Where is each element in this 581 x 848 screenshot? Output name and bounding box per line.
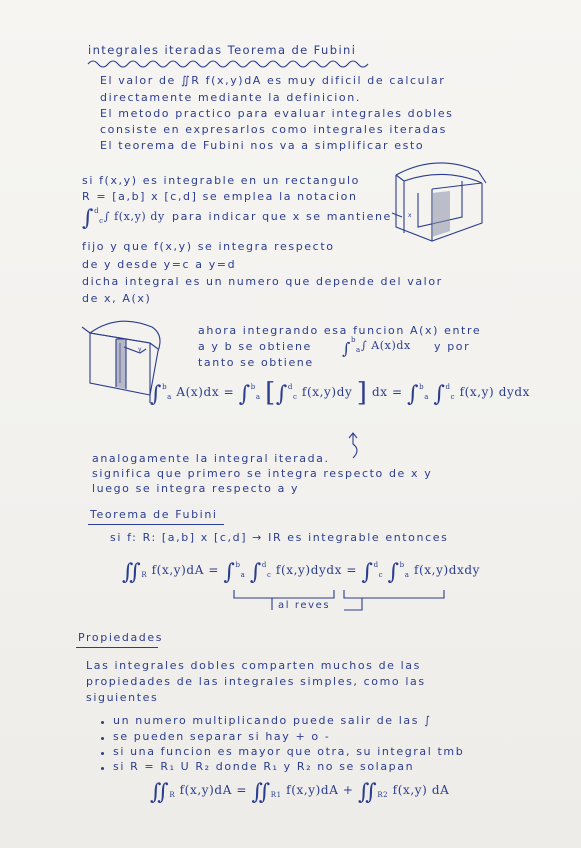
rect-line-1: si f(x,y) es integrable en un rectangulo: [82, 174, 360, 187]
integrate-line-4: tanto se obtiene: [198, 356, 314, 369]
properties-intro-1: Las integrales dobles comparten muchos de las: [86, 659, 421, 672]
bullet-4: si R = R₁ U R₂ donde R₁ y R₂ no se solapan: [113, 760, 415, 773]
rect-line-6: dicha integral es un numero que depende del valor: [82, 275, 443, 288]
rect-line-7: de x, A(x): [82, 292, 152, 305]
svg-text:x: x: [408, 212, 412, 219]
title-underline: [86, 58, 386, 70]
page-title: integrales iteradas Teorema de Fubini: [88, 43, 357, 57]
integral-dy: ∫$^d_c$∫ f(x,y) dy: [82, 206, 165, 231]
bullet-dot-4: [101, 767, 104, 770]
solid-section-sketch: [388, 153, 498, 248]
bullet-dot-2: [101, 737, 104, 740]
rect-line-3: para indicar que x se mantiene: [172, 210, 392, 223]
intro-line-4: consiste en expresarlos como integrales iteradas: [100, 123, 447, 136]
integrate-line-2: a y b se obtiene: [198, 340, 312, 353]
final-equation: $∬_R$ $f(x,y)dA = ∬_{R1}$ $f(x,y)dA + ∬_{R2}$ f(x,y) dA: [150, 780, 450, 805]
intro-line-5: El teorema de Fubini nos va a simplificar esto: [100, 139, 425, 152]
intro-line-1: El valor de ∬R f(x,y)dA es muy dificil de calcular: [100, 74, 446, 87]
arrow-up: [345, 430, 365, 460]
fubini-equation: $∬_R$ f(x,y)dA = ∫$^b_a$ ∫$^d_c$ f(x,y)dydx = ∫$^d_c$ ∫$^b_a$ f(x,y)dxdy: [122, 560, 481, 585]
Ax-integral: ∫$^b_a$∫ A(x)dx: [342, 336, 411, 358]
bullet-1: un numero multiplicando puede salir de las ∫: [113, 714, 432, 727]
al-reves-brackets: [228, 588, 458, 616]
integrate-line-3: y por: [434, 340, 471, 353]
rect-line-5: de y desde y=c a y=d: [82, 258, 237, 271]
bullet-3: si una funcion es mayor que otra, su integral tmb: [113, 745, 465, 758]
main-equation: ∫$^b_a$ A(x)dx = ∫$^b_a$ [∫$^d_c$ f(x,y)dy ] dx = ∫$^b_a$ ∫$^d_c$ f(x,y) dydx: [150, 378, 531, 408]
bullet-2: se pueden separar si hay + o -: [113, 730, 331, 743]
intro-line-3: El metodo practico para evaluar integrales dobles: [100, 107, 454, 120]
bullet-dot-3: [101, 752, 104, 755]
svg-text:y: y: [138, 346, 142, 353]
properties-underline: [76, 647, 158, 648]
properties-heading: Propiedades: [78, 631, 164, 644]
properties-intro-3: siguientes: [86, 691, 159, 704]
rect-line-4: fijo y que f(x,y) se integra respecto: [82, 240, 335, 253]
rect-line-2: R = [a,b] x [c,d] se emplea la notacion: [82, 190, 358, 203]
fubini-underline: [88, 524, 224, 525]
properties-intro-2: propiedades de las integrales simples, como las: [86, 675, 426, 688]
analog-line-2: significa que primero se integra respecto de x y: [92, 467, 433, 480]
analog-line-1: analogamente la integral iterada.: [92, 452, 330, 465]
integrate-line-1: ahora integrando esa funcion A(x) entre: [198, 324, 482, 337]
analog-line-3: luego se integra respecto a y: [92, 482, 300, 495]
fubini-statement: si f: R: [a,b] x [c,d] → IR es integrable entonces: [110, 531, 449, 544]
intro-line-2: directamente mediante la definicion.: [100, 91, 361, 104]
fubini-heading: Teorema de Fubini: [90, 508, 218, 521]
al-reves-label: al reves: [278, 600, 331, 611]
bullet-dot-1: [101, 721, 104, 724]
